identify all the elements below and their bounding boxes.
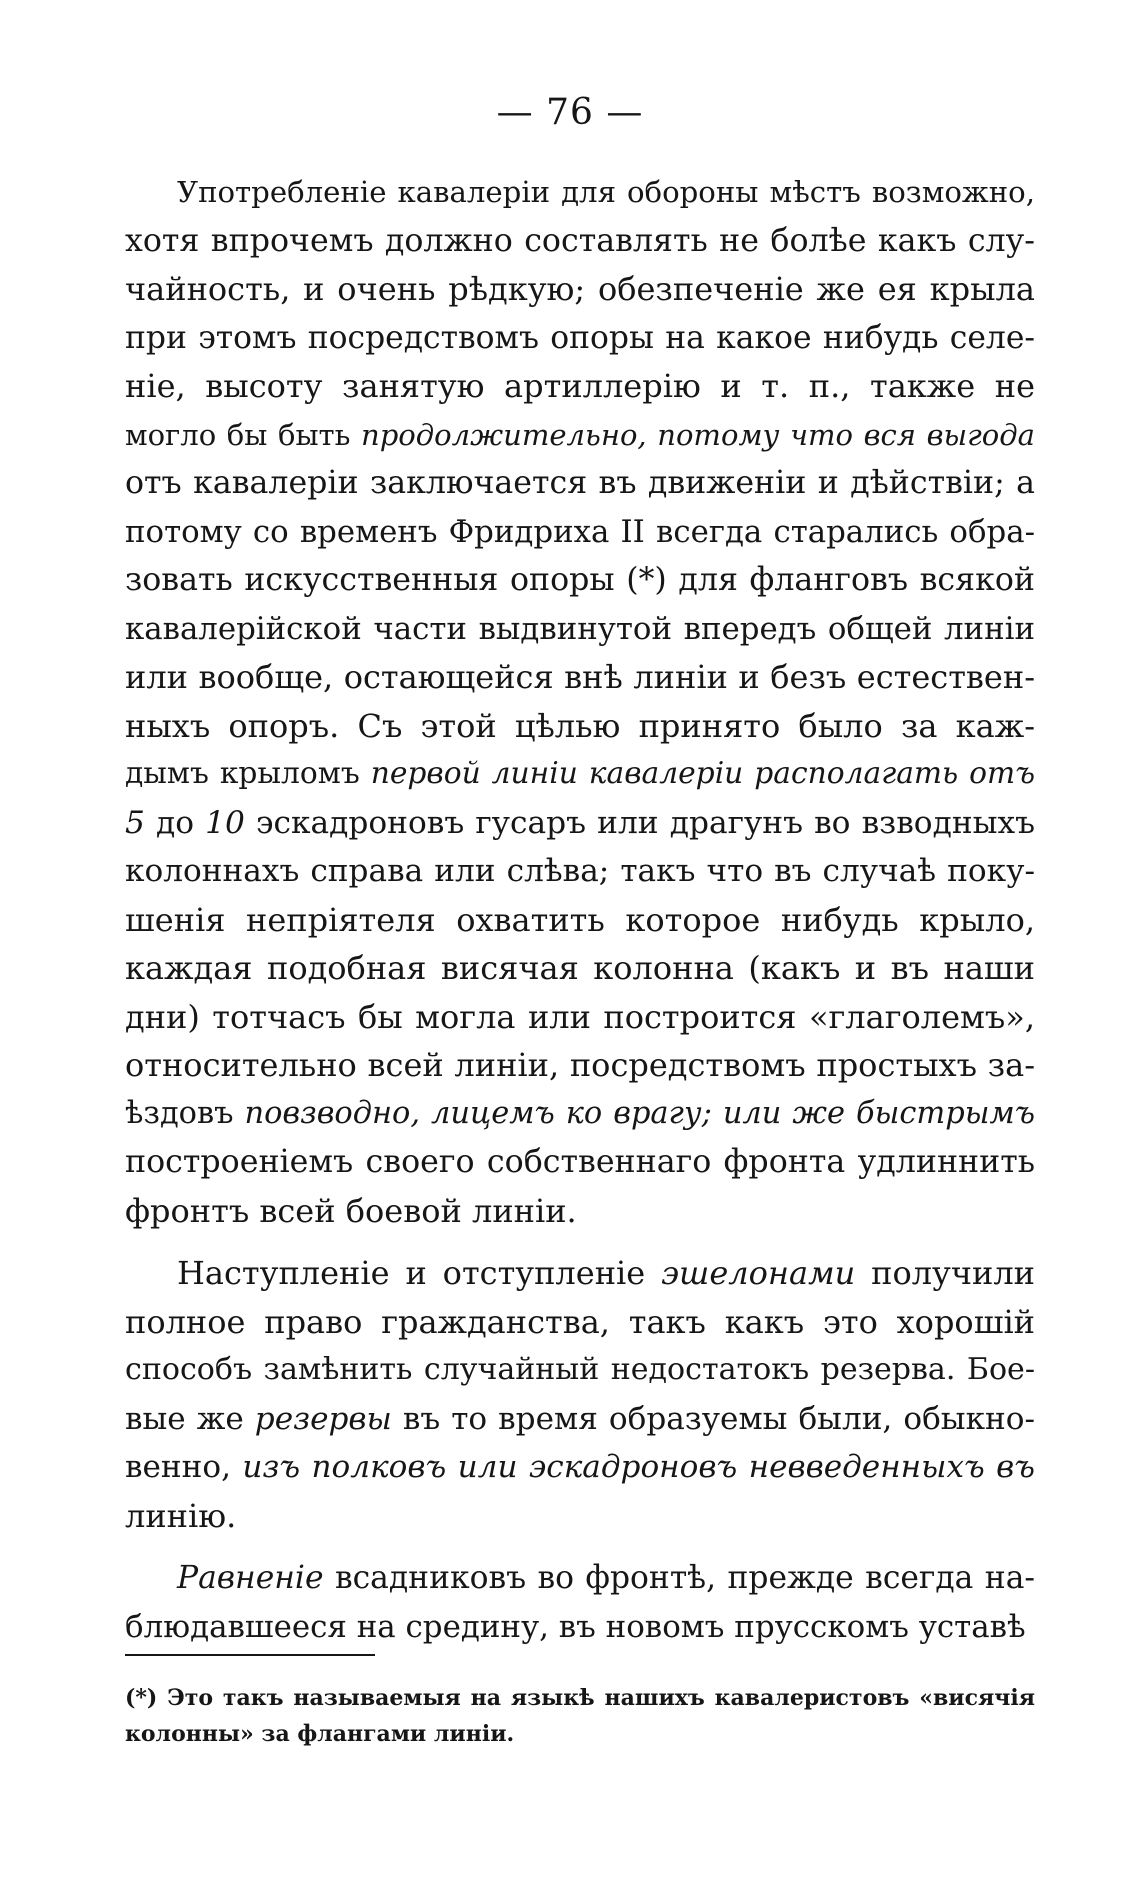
text-run: или вообще, остающейся внѣ линіи и безъ естествен- [125,658,1035,696]
text-line [125,944,1035,993]
text-run: всадниковъ во фронтѣ, прежде всегда на- [323,1560,1035,1596]
text-run: чайность, и очень рѣдкую; обезпеченіе же ея крыла [125,270,1035,308]
footnote [125,1680,1035,1752]
italic-text: продолжительно, потому что вся выгода [361,417,1035,452]
text-run: способъ замѣнить случайный недостатокъ резерва. Бое- [125,1352,1035,1387]
italic-text: эшелонами [661,1254,856,1292]
italic-text: 10 [205,804,245,841]
text-run: могло бы быть [125,417,362,452]
text-line [125,411,1035,460]
text-run: вые же [125,1400,255,1437]
text-line [125,217,1035,266]
text-run: въ то время образуемы были, обыкно- [391,1400,1035,1437]
text-line [125,168,1035,217]
text-run: линію. [125,1496,237,1535]
text-line [125,1443,1035,1492]
text-run: получили [855,1254,1035,1292]
text-run: дымъ крыломъ [125,756,371,791]
text-run: хотя впрочемъ должно составлять не болѣе какъ слу- [125,222,1035,259]
text-run: дни) тотчасъ бы могла или построится «глаголемъ», [125,997,1035,1036]
text-run: относительно всей линіи, посредствомъ простыхъ за- [125,1046,1035,1084]
text-line [125,750,1035,799]
italic-text: первой линіи кавалеріи располагать отъ [370,756,1035,791]
page-number: — 76 — [496,92,644,133]
paragraph [125,1554,1035,1651]
text-line [125,1041,1035,1090]
text-run: каждая подобная висячая колонна (какъ и въ наши [125,949,1035,987]
text-line [125,508,1035,557]
text-run: зовать искусственныя опоры (*) для фланговъ всякой [125,562,1035,598]
text-line [125,265,1035,314]
text-line [125,1187,1035,1236]
text-line [125,556,1035,605]
text-run: ніе, высоту занятую артиллерію и т. п., также не [125,367,1035,405]
text-run: блюдавшееся на средину, въ новомъ прусскомъ уставѣ [125,1608,1026,1645]
text-line [125,362,1035,411]
text-run: при этомъ посредствомъ опоры на какое нибудь селе- [125,319,1035,356]
text-run: потому со временъ Фридриха II всегда старались обра- [125,513,1035,550]
text-line [125,459,1035,508]
text-line [125,993,1035,1042]
italic-text: резервы [254,1400,392,1437]
text-line [125,799,1035,848]
text-run: кавалерійской части выдвинутой впередъ общей линіи [125,610,1035,647]
italic-text: изъ полковъ или эскадроновъ невведенныхъ въ [242,1449,1035,1485]
text-line [125,1298,1035,1347]
text-run: Употребленіе кавалеріи для обороны мѣстъ возможно, [177,175,1035,209]
text-line [125,314,1035,363]
text-line [125,1249,1035,1298]
paragraph [125,168,1035,1235]
text-line [125,1395,1035,1444]
footnote-line: колонны» за флангами линіи. [125,1721,515,1747]
italic-text: повзводно, лицемъ ко врагу; или же быстрымъ [244,1095,1035,1131]
text-line [125,1554,1035,1603]
paragraph [125,1249,1035,1540]
text-run: Наступленіе и отступленіе [177,1254,662,1292]
footnote-divider [125,1654,375,1656]
text-line [125,605,1035,654]
text-run: ѣздовъ [125,1095,245,1131]
text-line [125,1492,1035,1541]
text-line [125,896,1035,945]
text-run: фронтъ всей боевой линіи. [125,1191,577,1230]
text-line [125,1138,1035,1187]
footnote-line: (*) Это такъ называемыя на языкѣ нашихъ кавалеристовъ «висячія [125,1685,1035,1711]
text-line [125,653,1035,702]
text-run: колоннахъ справа или слѣва; такъ что въ случаѣ поку- [125,853,1035,889]
text-line [125,1090,1035,1139]
text-run: отъ кавалеріи заключается въ движеніи и дѣйствіи; а [125,465,1035,501]
text-line [125,1346,1035,1395]
italic-text: Равненіе [177,1560,324,1596]
text-line [125,847,1035,896]
text-run: шенія непріятеля охватить которое нибудь крыло, [125,900,1035,939]
text-line [125,702,1035,751]
text-run: венно, [125,1449,243,1485]
text-run: эскадроновъ гусаръ или драгунъ во взводныхъ [244,804,1035,841]
italic-text: 5 [125,804,145,841]
body-text [125,168,1035,1651]
text-run: полное право гражданства, такъ какъ это хорошій [125,1302,1035,1341]
text-run: построеніемъ своего собственнаго фронта удлиннить [125,1144,1035,1180]
text-line [125,1603,1035,1652]
text-run: ныхъ опоръ. Съ этой цѣлью принято было за каж- [125,706,1035,745]
text-run: до [144,804,206,841]
